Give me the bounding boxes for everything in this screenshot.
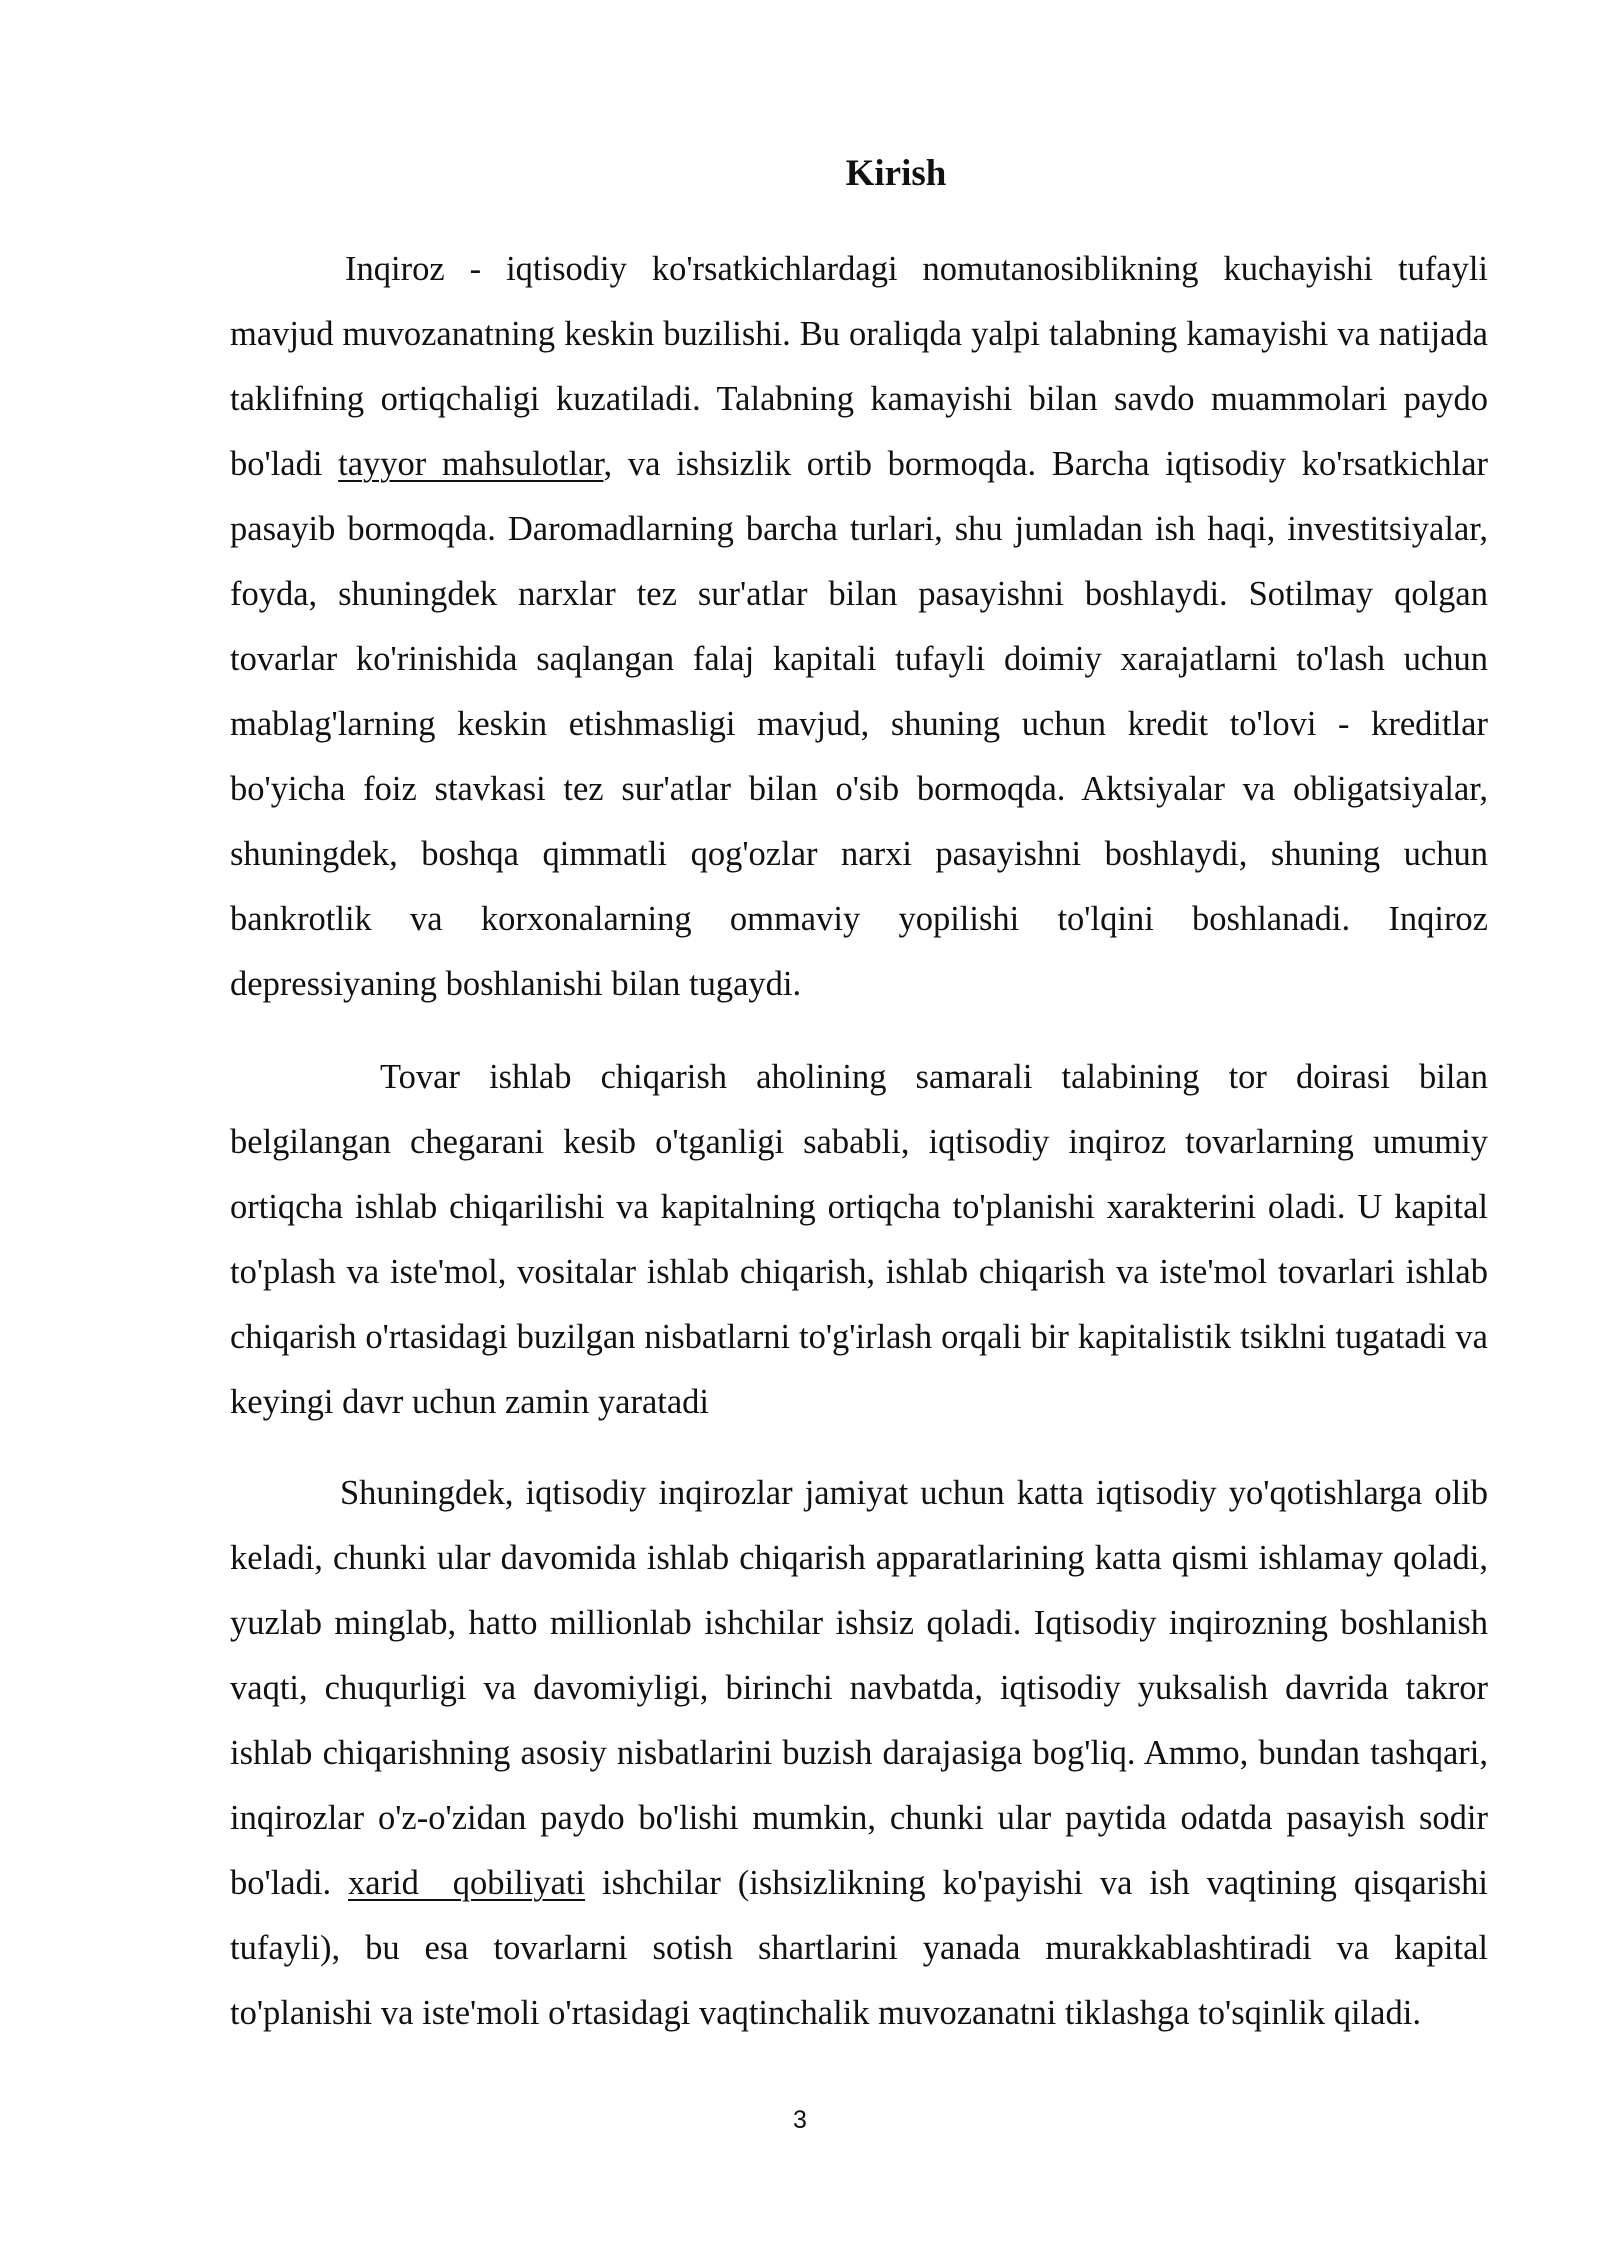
paragraph-3-text-after: ishchilar (ishsizlikning ko'payishi va ish vaqtining qisqarishi tufayli), bu esa tovarlarni sotish shartlarini yanada murakkablashtiradi va kapital to'planishi va iste'moli o'rtasidagi vaqtinchalik muvozanatni tiklashga to'sqinlik qiladi. (230, 1864, 1488, 2032)
paragraph-1-text-before: Inqiroz - iqtisodiy ko'rsatkichlardagi nomutanosiblikning kuchayishi tufayli mavjud muvozanatning keskin buzilishi. Bu oraliqda yalpi talabning kamayishi va natijada taklifning ortiqchaligi kuzatiladi. Talabning kamayishi bilan savdo muammolari paydo bo'ladi (230, 250, 1488, 483)
paragraph-1 (230, 237, 1488, 1017)
paragraph-2: Tovar ishlab chiqarish aholining samarali talabining tor doirasi bilan belgilangan chegarani kesib o'tganligi sababli, iqtisodiy inqiroz tovarlarning umumiy ortiqcha ishlab chiqarilishi va kapitalning ortiqcha to'planishi xarakterini oladi. U kapital to'plash va iste'mol, vositalar ishlab chiqarish, ishlab chiqarish va iste'mol tovarlari ishlab chiqarish o'rtasidagi buzilgan nisbatlarni to'g'irlash orqali bir kapitalistik tsiklni tugatadi va keyingi davr uchun zamin yaratadi (230, 1058, 1488, 1421)
xarid-qobiliyati-link[interactable]: xarid qobiliyati (348, 1864, 586, 1902)
page-title: Kirish (845, 153, 947, 194)
tayyor-mahsulotlar-link[interactable]: tayyor mahsulotlar (338, 445, 604, 483)
paragraph-3 (230, 1461, 1488, 2046)
paragraph-1-text-after: , va ishsizlik ortib bormoqda. Barcha iqtisodiy ko'rsatkichlar pasayib bormoqda. Daromadlarning barcha turlari, shu jumladan ish haqi, investitsiyalar, foyda, shuningdek narxlar tez sur'atlar bilan pasayishni boshlaydi. Sotilmay qolgan tovarlar ko'rinishida saqlangan falaj kapitali tufayli doimiy xarajatlarni to'lash uchun mablag'larning keskin etishmasligi mavjud, shuning uchun kredit to'lovi - kreditlar bo'yicha foiz stavkasi tez sur'atlar bilan o'sib bormoqda. Aktsiyalar va obligatsiyalar, shuningdek, boshqa qimmatli qog'ozlar narxi pasayishni boshlaydi, shuning uchun bankrotlik va korxonalarning ommaviy yopilishi to'lqini boshlanadi. Inqiroz depressiyaning boshlanishi bilan tugaydi. (230, 445, 1489, 1003)
paragraph-3-text-before: Shuningdek, iqtisodiy inqirozlar jamiyat uchun katta iqtisodiy yo'qotishlarga olib keladi, chunki ular davomida ishlab chiqarish apparatlarining katta qismi ishlamay qoladi, yuzlab minglab, hatto millionlab ishchilar ishsiz qoladi. Iqtisodiy inqirozning boshlanish vaqti, chuqurligi va davomiyligi, birinchi navbatda, iqtisodiy yuksalish davrida takror ishlab chiqarishning asosiy nisbatlarini buzish darajasiga bog'liq. Ammo, bundan tashqari, inqirozlar o'z-o'zidan paydo bo'lishi mumkin, chunki ular paytida odatda pasayish sodir bo'ladi. (230, 1474, 1488, 1902)
page-number: 3 (793, 2106, 807, 2134)
